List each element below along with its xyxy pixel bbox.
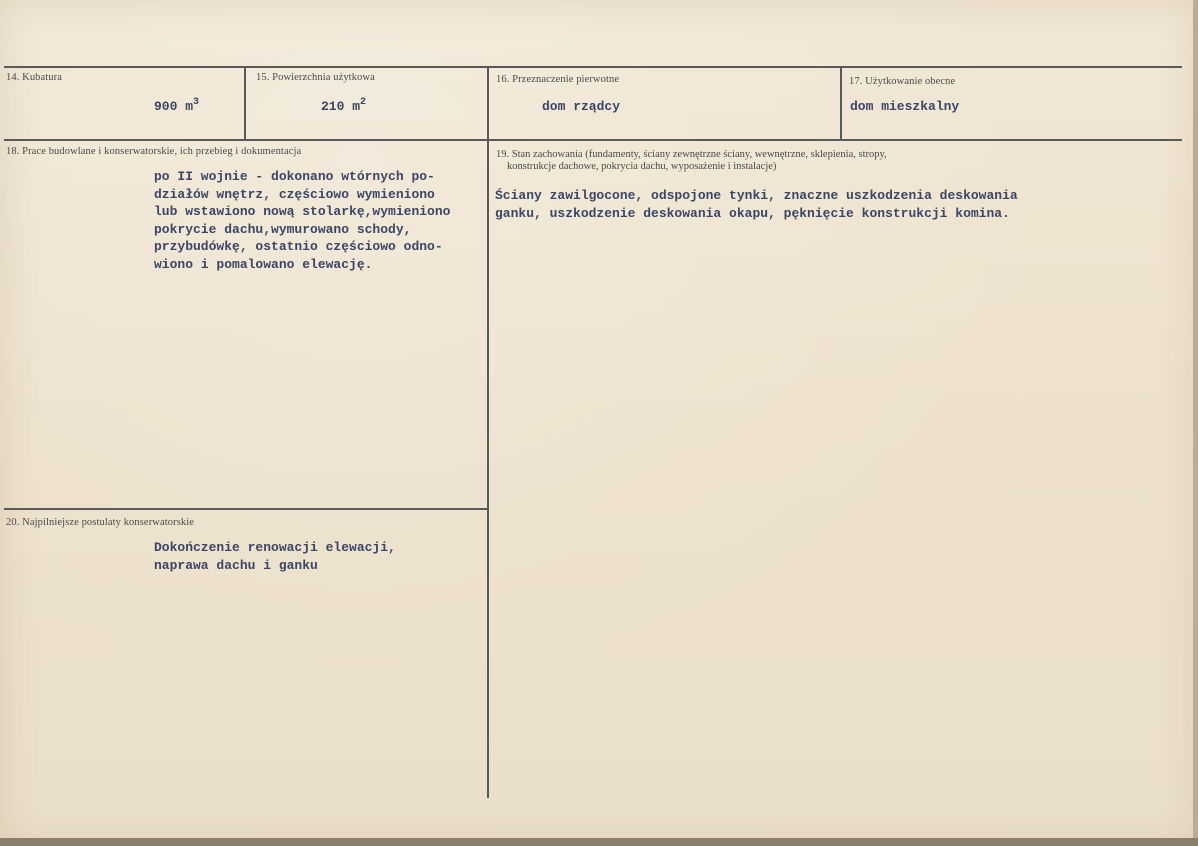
field-14-value: [154, 98, 199, 115]
field-20-line: Dokończenie renowacji elewacji,: [154, 540, 396, 555]
field-17-value: dom mieszkalny: [850, 99, 960, 114]
field-18-line: pokrycie dachu,wymurowano schody,: [154, 221, 412, 237]
field-18-line: wiono i pomalowano elewację.: [154, 256, 373, 272]
field-17-label: 17. Użytkowanie obecne: [849, 76, 956, 87]
field-16-value: dom rządcy: [542, 99, 621, 114]
field-14-superscript: 3: [193, 97, 200, 108]
field-14-label: 14. Kubatura: [6, 72, 63, 83]
column-divider-2: [487, 66, 489, 798]
top-rule: [4, 66, 1182, 68]
field-15-value-text: 210 m: [321, 99, 361, 114]
field-19-label: [496, 149, 887, 173]
field-15-label: 15. Powierzchnia użytkowa: [256, 72, 375, 83]
field-19-line: Ściany zawilgocone, odspojone tynki, znaczne uszkodzenia deskowania: [495, 188, 1018, 203]
column-divider-1: [244, 66, 246, 141]
field-14-value-text: 900 m: [154, 99, 194, 114]
field-19-line: ganku, uszkodzenie deskowania okapu, pęknięcie konstrukcji komina.: [495, 205, 1010, 221]
field-18-line: lub wstawiono nową stolarkę,wymieniono: [154, 204, 451, 219]
card-right-edge: [1193, 0, 1198, 846]
field-16-label: 16. Przeznaczenie pierwotne: [496, 74, 620, 85]
field-15-superscript: 2: [360, 97, 367, 108]
section-divider: [4, 508, 487, 510]
field-18-line: działów wnętrz, częściowo wymieniono: [154, 186, 435, 202]
field-15-value: [321, 98, 366, 115]
field-19-text: [495, 187, 1018, 222]
field-18-label: 18. Prace budowlane i konserwatorskie, ich przebieg i dokumentacja: [6, 146, 302, 157]
card-bottom-edge: [0, 838, 1198, 846]
field-20-line: naprawa dachu i ganku: [154, 557, 318, 573]
row-divider: [4, 139, 1182, 141]
field-19-label-line: konstrukcje dachowe, pokrycia dachu, wyposażenie i instalacje): [507, 161, 777, 172]
column-divider-3: [840, 66, 842, 141]
field-20-text: [154, 539, 396, 574]
field-18-line: po II wojnie - dokonano wtórnych po-: [154, 169, 435, 184]
field-18-line: przybudówkę, ostatnio częściowo odno-: [154, 239, 443, 254]
field-20-label: 20. Najpilniejsze postulaty konserwatorskie: [6, 517, 195, 528]
field-19-label-line: 19. Stan zachowania (fundamenty, ściany zewnętrzne ściany, wewnętrzne, sklepienia, stropy,: [496, 149, 887, 160]
field-18-text: [154, 168, 450, 273]
